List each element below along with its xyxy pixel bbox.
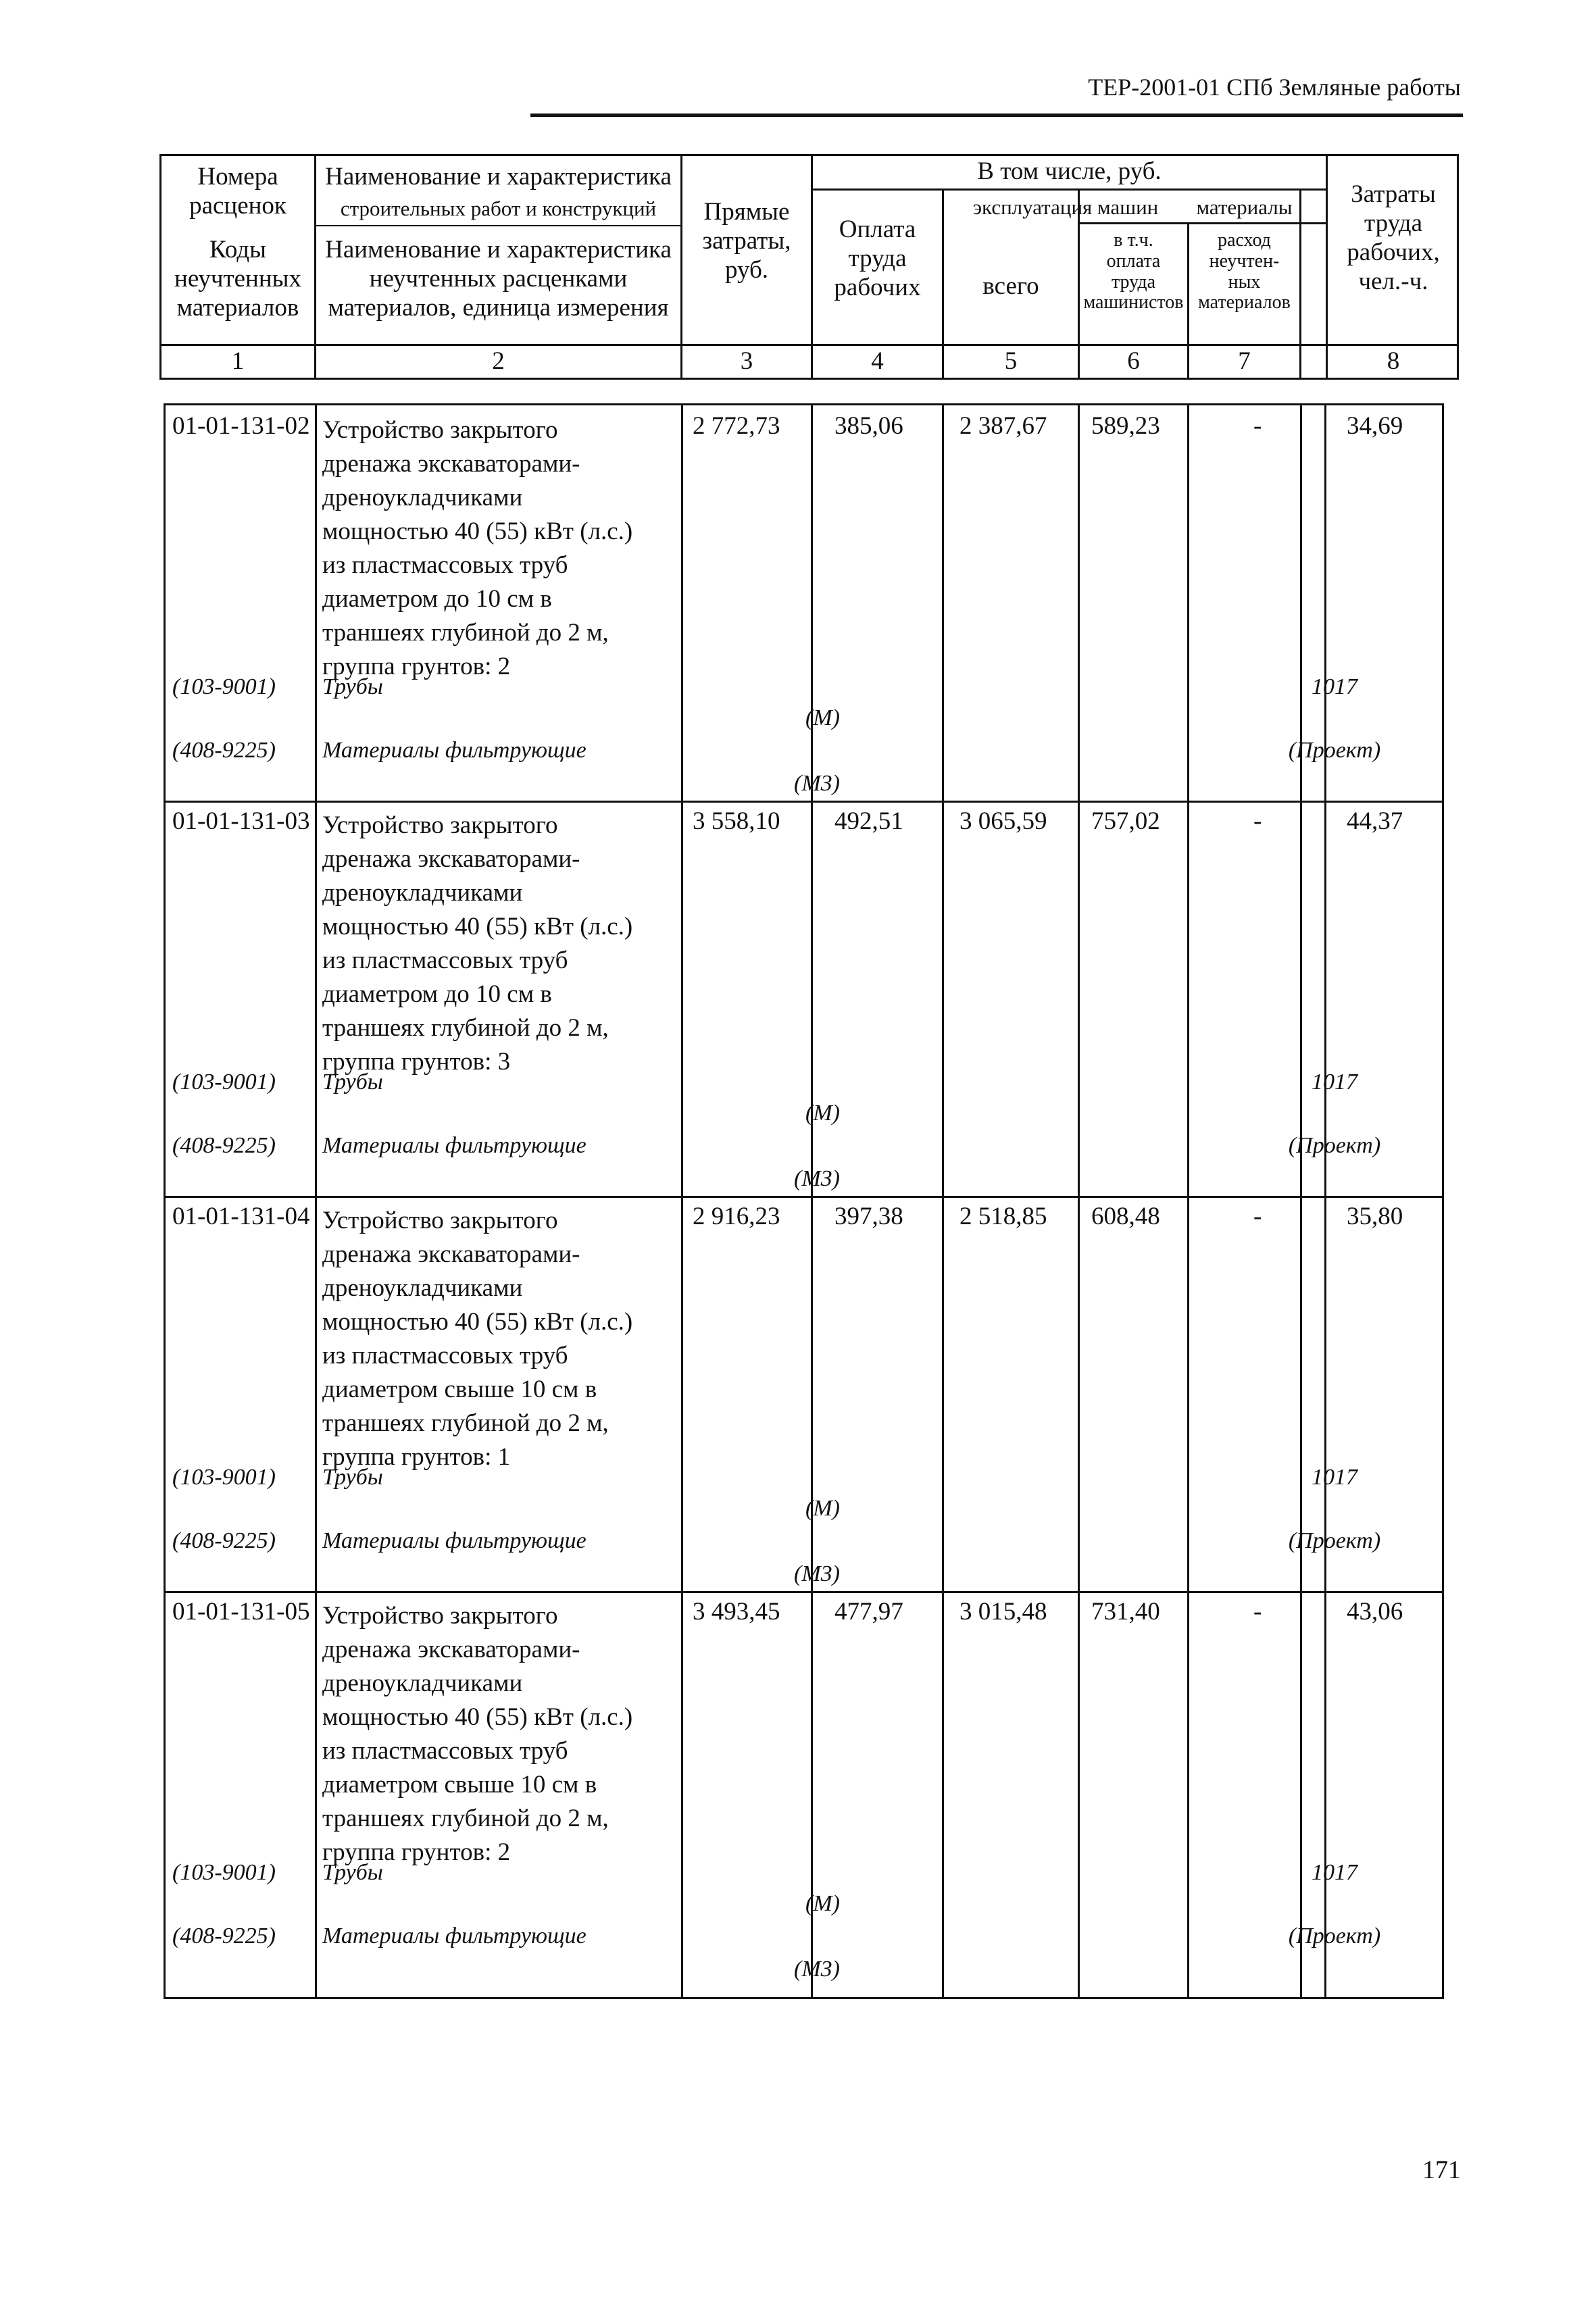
rate-code: 01-01-131-05 xyxy=(172,1598,310,1626)
header-number-4: 4 xyxy=(871,347,884,375)
material-consumption: 1017 xyxy=(1312,1465,1357,1490)
material-consumption: 1017 xyxy=(1312,674,1357,699)
description-line: диаметром до 10 см в xyxy=(322,585,552,613)
header-number-6: 6 xyxy=(1127,347,1140,375)
machinist-wages: 589,23 xyxy=(1091,412,1160,440)
header-col5: всего xyxy=(982,272,1039,300)
description-line: из пластмассовых труб xyxy=(322,1737,568,1765)
description-line: Устройство закрытого xyxy=(322,1207,558,1234)
header-rule xyxy=(530,114,1463,117)
header-col2-bottom: Наименование и характеристика неучтенных расценками материалов, единица измерения xyxy=(325,236,672,322)
rates-table xyxy=(164,403,1444,1999)
description-line: диаметром свыше 10 см в xyxy=(322,1771,597,1799)
description-line: траншеях глубиной до 2 м, xyxy=(322,1409,609,1437)
description-line: группа грунтов: 2 xyxy=(322,653,511,680)
material-code: (103-9001) xyxy=(172,1070,276,1095)
description-line: мощностью 40 (55) кВт (л.с.) xyxy=(322,518,633,545)
labor-wages: 385,06 xyxy=(834,412,903,440)
description-line: траншеях глубиной до 2 м, xyxy=(322,619,609,647)
material-unit: (М3) xyxy=(794,1561,840,1586)
header-number-5: 5 xyxy=(1004,347,1018,375)
material-consumption: (Проект) xyxy=(1288,1923,1381,1948)
header-col6: в т.ч. оплата труда машинистов xyxy=(1083,230,1184,313)
labor-hours: 44,37 xyxy=(1347,807,1403,835)
material-name: Трубы xyxy=(322,1465,383,1490)
rate-description xyxy=(322,1204,632,1474)
description-line: дренажа экскаваторами- xyxy=(322,1240,580,1268)
description-line: из пластмассовых труб xyxy=(322,947,568,974)
description-line: диаметром свыше 10 см в xyxy=(322,1376,597,1403)
rate-description xyxy=(322,1599,632,1869)
header-col1-top: Номера расценок xyxy=(189,163,286,220)
material-unit: (М3) xyxy=(794,1957,840,1982)
description-line: траншеях глубиной до 2 м, xyxy=(322,1805,609,1832)
description-line: из пластмассовых труб xyxy=(322,1342,568,1369)
material-unit: (М) xyxy=(805,1891,840,1916)
materials-value: - xyxy=(1253,412,1262,440)
header-col1-bottom: Коды неучтенных материалов xyxy=(174,236,301,322)
header-number-8: 8 xyxy=(1387,347,1400,375)
description-line: диаметром до 10 см в xyxy=(322,980,552,1008)
header-number-1: 1 xyxy=(231,347,245,375)
description-line: мощностью 40 (55) кВт (л.с.) xyxy=(322,1308,633,1336)
material-code: (408-9225) xyxy=(172,1923,276,1948)
rate-code: 01-01-131-04 xyxy=(172,1203,310,1230)
material-consumption: (Проект) xyxy=(1288,1528,1381,1553)
description-line: дренажа экскаваторами- xyxy=(322,845,580,873)
description-line: дреноукладчиками xyxy=(322,484,523,511)
labor-hours: 43,06 xyxy=(1347,1598,1403,1626)
rate-code: 01-01-131-02 xyxy=(172,412,310,440)
material-unit: (М3) xyxy=(794,771,840,796)
direct-costs: 2 916,23 xyxy=(693,1203,780,1230)
material-unit: (М3) xyxy=(794,1166,840,1191)
description-line: группа грунтов: 2 xyxy=(322,1838,511,1866)
materials-value: - xyxy=(1253,1598,1262,1626)
machines-total: 2 518,85 xyxy=(959,1203,1047,1230)
material-code: (103-9001) xyxy=(172,674,276,699)
materials-value: - xyxy=(1253,1203,1262,1230)
material-name: Трубы xyxy=(322,674,383,699)
material-unit: (М) xyxy=(805,705,840,730)
material-name: Материалы фильтрующие xyxy=(322,1133,587,1158)
description-line: Устройство закрытого xyxy=(322,416,558,444)
header-col7: расход неучтен- ных материалов xyxy=(1198,230,1291,313)
rate-code: 01-01-131-03 xyxy=(172,807,310,835)
description-line: мощностью 40 (55) кВт (л.с.) xyxy=(322,913,633,940)
material-consumption: (Проект) xyxy=(1288,1133,1381,1158)
header-number-2: 2 xyxy=(492,347,505,375)
machinist-wages: 608,48 xyxy=(1091,1203,1160,1230)
machines-total: 2 387,67 xyxy=(959,412,1047,440)
labor-wages: 492,51 xyxy=(834,807,903,835)
machines-total: 3 015,48 xyxy=(959,1598,1047,1626)
description-line: из пластмассовых труб xyxy=(322,551,568,579)
description-line: дренажа экскаваторами- xyxy=(322,1636,580,1663)
machinist-wages: 731,40 xyxy=(1091,1598,1160,1626)
material-code: (408-9225) xyxy=(172,1133,276,1158)
labor-hours: 34,69 xyxy=(1347,412,1403,440)
material-name: Трубы xyxy=(322,1070,383,1095)
material-code: (408-9225) xyxy=(172,1528,276,1553)
table-header xyxy=(159,154,1459,380)
material-code: (103-9001) xyxy=(172,1860,276,1885)
description-line: дреноукладчиками xyxy=(322,1274,523,1302)
description-line: Устройство закрытого xyxy=(322,811,558,839)
header-col2-top-1: Наименование и характеристика xyxy=(325,163,672,191)
labor-wages: 397,38 xyxy=(834,1203,903,1230)
description-line: группа грунтов: 3 xyxy=(322,1048,511,1076)
page-number: 171 xyxy=(1422,2156,1461,2184)
material-unit: (М) xyxy=(805,1496,840,1521)
description-line: группа грунтов: 1 xyxy=(322,1443,511,1471)
header-machines: эксплуатация машин xyxy=(972,195,1159,219)
header-col3: Прямые затраты, руб. xyxy=(702,198,791,284)
material-name: Материалы фильтрующие xyxy=(322,738,587,763)
rate-description xyxy=(322,809,632,1079)
rate-description xyxy=(322,413,632,684)
material-name: Трубы xyxy=(322,1860,383,1885)
description-line: дреноукладчиками xyxy=(322,879,523,907)
direct-costs: 3 558,10 xyxy=(693,807,780,835)
header-group: В том числе, руб. xyxy=(977,157,1162,185)
materials-value: - xyxy=(1253,807,1262,835)
header-col2-top-2: строительных работ и конструкций xyxy=(340,197,657,220)
header-col4: Оплата труда рабочих xyxy=(834,216,921,301)
machinist-wages: 757,02 xyxy=(1091,807,1160,835)
material-code: (408-9225) xyxy=(172,738,276,763)
description-line: траншеях глубиной до 2 м, xyxy=(322,1014,609,1042)
material-unit: (М) xyxy=(805,1101,840,1126)
material-name: Материалы фильтрующие xyxy=(322,1923,587,1948)
description-line: Устройство закрытого xyxy=(322,1602,558,1630)
direct-costs: 2 772,73 xyxy=(693,412,780,440)
header-number-3: 3 xyxy=(740,347,753,375)
material-code: (103-9001) xyxy=(172,1465,276,1490)
description-line: дренажа экскаваторами- xyxy=(322,450,580,478)
description-line: мощностью 40 (55) кВт (л.с.) xyxy=(322,1703,633,1731)
material-consumption: 1017 xyxy=(1312,1860,1357,1885)
header-col8: Затраты труда рабочих, чел.-ч. xyxy=(1347,180,1440,295)
labor-wages: 477,97 xyxy=(834,1598,903,1626)
material-consumption: 1017 xyxy=(1312,1070,1357,1095)
material-name: Материалы фильтрующие xyxy=(322,1528,587,1553)
direct-costs: 3 493,45 xyxy=(693,1598,780,1626)
material-consumption: (Проект) xyxy=(1288,738,1381,763)
description-line: дреноукладчиками xyxy=(322,1669,523,1697)
labor-hours: 35,80 xyxy=(1347,1203,1403,1230)
header-materials: материалы xyxy=(1196,195,1293,219)
machines-total: 3 065,59 xyxy=(959,807,1047,835)
header-number-7: 7 xyxy=(1238,347,1251,375)
running-head: ТЕР-2001-01 СПб Земляные работы xyxy=(1088,74,1461,101)
